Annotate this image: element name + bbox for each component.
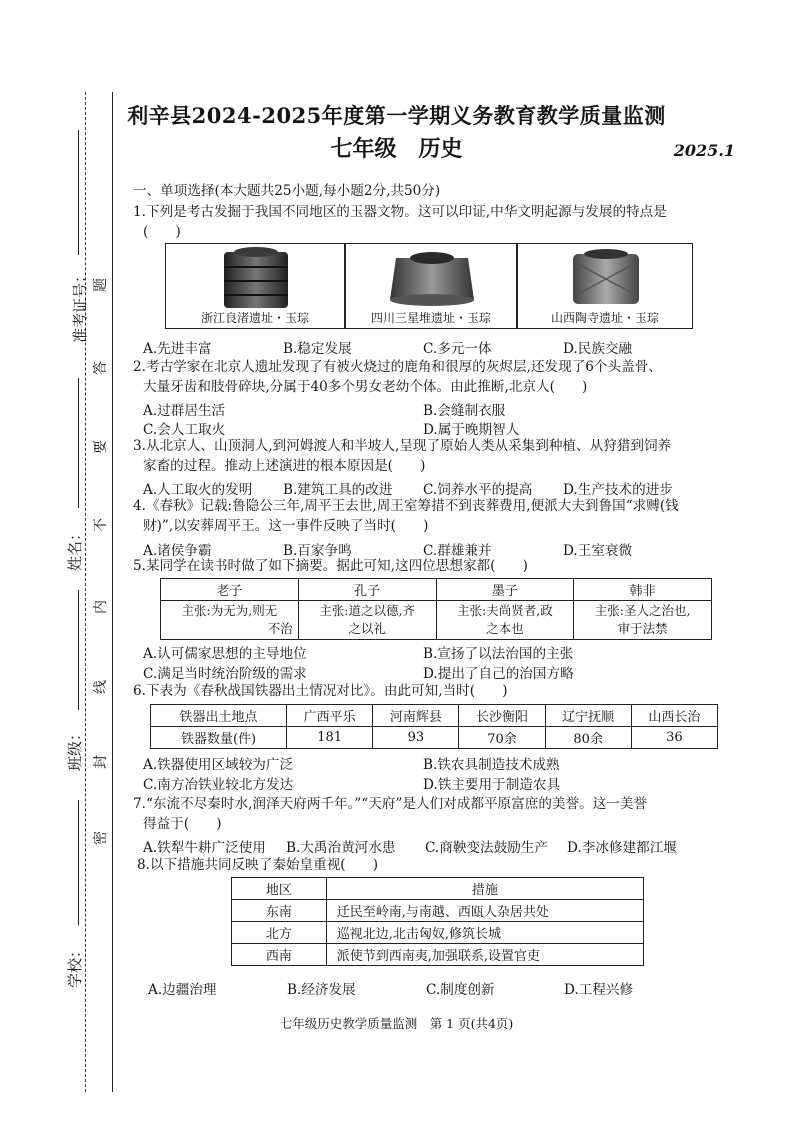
seal-char-2: 答 [93, 361, 109, 375]
q8-option-d[interactable]: D.工程兴修 [564, 982, 634, 998]
name-label: 姓名： [66, 525, 85, 572]
q6-value-cell: 80余 [545, 727, 631, 749]
q2-option-d[interactable]: D.属于晚期智人 [423, 422, 520, 438]
q6-value-cell: 70余 [459, 727, 545, 749]
section-heading: 一、单项选择(本大题共25小题,每小题2分,共50分) [133, 183, 441, 199]
q6-header-cell: 长沙衡阳 [459, 705, 545, 727]
q4-stem-line1: 4.《春秋》记载:鲁隐公三年,周平王去世,周王室筹措不到丧葬费用,便派大夫到鲁国“求赙(钱 [133, 498, 679, 514]
seal-char-8: 密 [93, 831, 109, 845]
q6-value-cell: 铁器数量(件) [151, 727, 287, 749]
q5-option-a[interactable]: A.认可儒家思想的主导地位 [143, 646, 307, 662]
q8-measure-cell: 迁民至岭南,与南越、西瓯人杂居共处 [326, 900, 643, 922]
seal-char-6: 线 [93, 680, 109, 694]
q5-thinker-name: 墨子 [436, 579, 574, 601]
q1-image-1 [165, 243, 345, 329]
q5-stem: 5.某同学在读书时做了如下摘要。据此可知,这四位思想家都( ) [133, 558, 528, 574]
jade-cong-icon [346, 244, 518, 310]
seal-char-1: 题 [93, 278, 109, 292]
q5-idea-line1: 主张:道之以德,齐 [319, 603, 415, 618]
q5-idea-line1: 主张:圣人之治也, [594, 603, 691, 618]
q6-header-cell: 铁器出土地点 [151, 705, 287, 727]
q6-value-cell: 181 [287, 727, 373, 749]
school-underline[interactable] [78, 800, 79, 925]
name-underline[interactable] [78, 378, 79, 508]
q5-idea-line2: 之本也 [486, 621, 524, 636]
q1-option-d[interactable]: D.民族交融 [563, 341, 633, 357]
q1-option-c[interactable]: C.多元一体 [423, 341, 492, 357]
q5-thinker-idea [574, 601, 712, 640]
q5-option-c[interactable]: C.满足当时统治阶级的需求 [143, 666, 307, 682]
binding-line-outer [85, 92, 86, 1092]
q5-idea-line2: 审于法禁 [617, 621, 668, 636]
page-footer: 七年级历史教学质量监测 第 1 页(共4页) [279, 1016, 514, 1031]
q3-option-c[interactable]: C.饲养水平的提高 [423, 482, 533, 498]
seal-char-4: 不 [93, 518, 109, 532]
q6-header-cell: 山西长治 [631, 705, 717, 727]
q6-option-d[interactable]: D.铁主要用于制造农具 [423, 777, 561, 793]
q6-header-cell: 辽宁抚顺 [545, 705, 631, 727]
class-label: 班级： [66, 725, 85, 772]
seal-char-5: 内 [93, 600, 109, 614]
seal-char-3: 要 [93, 440, 109, 454]
q2-option-a[interactable]: A.过群居生活 [143, 403, 226, 419]
q6-option-b[interactable]: B.铁农具制造技术成熟 [423, 757, 560, 773]
q5-idea-line1: 主张:夫尚贤者,政 [457, 603, 553, 618]
q1-answer-blank: ( ) [143, 224, 181, 240]
q8-option-a[interactable]: A.边疆治理 [148, 982, 217, 998]
q1-stem: 1.下列是考古发掘于我国不同地区的玉器文物。这可以印证,中华文明起源与发展的特点是 [133, 204, 667, 220]
school-label: 学校： [66, 942, 85, 989]
q5-thinker-name: 韩非 [574, 579, 712, 601]
q3-option-b[interactable]: B.建筑工具的改进 [283, 482, 393, 498]
q8-region-cell: 西南 [232, 944, 327, 966]
q5-option-d[interactable]: D.提出了自己的治国方略 [423, 666, 574, 682]
q5-thinker-idea [436, 601, 574, 640]
q5-thinker-idea [298, 601, 436, 640]
q4-option-d[interactable]: D.王室衰微 [563, 543, 633, 559]
exam-title: 利辛县2024-2025年度第一学期义务教育教学质量监测 [127, 103, 666, 128]
q7-option-c[interactable]: C.商鞅变法鼓励生产 [425, 840, 548, 856]
q1-option-b[interactable]: B.稳定发展 [283, 341, 352, 357]
q6-value-cell: 93 [373, 727, 459, 749]
q8-region-cell: 东南 [232, 900, 327, 922]
q7-option-a[interactable]: A.铁犁牛耕广泛使用 [143, 840, 266, 856]
q6-stem: 6.下表为《春秋战国铁器出土情况对比》。由此可知,当时( ) [133, 683, 508, 699]
q6-option-a[interactable]: A.铁器使用区域较为广泛 [143, 757, 294, 773]
q8-option-c[interactable]: C.制度创新 [426, 982, 495, 998]
seal-char-7: 封 [93, 755, 109, 769]
q8-header-measure: 措施 [326, 878, 643, 900]
q1-caption-2: 四川三星堆遗址・玉琮 [370, 311, 491, 325]
q8-header-region: 地区 [232, 878, 327, 900]
exam-id-label: 准考证号： [71, 267, 90, 344]
q2-stem-line1: 2.考古学家在北京人遗址发现了有被火烧过的鹿角和很厚的灰烬层,还发现了6个头盖骨、 [133, 359, 662, 375]
jade-cong-icon [166, 244, 346, 310]
q4-stem-line2: 财)”,以安葬周平王。这一事件反映了当时( ) [143, 518, 429, 534]
q7-stem-line2: 得益于( ) [143, 816, 222, 832]
class-underline[interactable] [78, 590, 79, 710]
q1-caption-3: 山西陶寺遗址・玉琮 [550, 311, 659, 325]
q7-option-b[interactable]: B.大禹治黄河水患 [286, 840, 396, 856]
q8-measure-cell: 巡视北边,北击匈奴,修筑长城 [326, 922, 643, 944]
exam-subtitle: 七年级 历史 [330, 136, 463, 162]
q5-thinker-idea [161, 601, 299, 640]
q1-image-3 [517, 243, 693, 329]
q8-stem: 8.以下措施共同反映了秦始皇重视( ) [137, 857, 379, 873]
q3-stem-line2: 家畜的过程。推动上述演进的根本原因是( ) [143, 458, 426, 474]
q5-idea-line1: 主张:为无为,则无 [181, 603, 278, 618]
q4-option-b[interactable]: B.百家争鸣 [283, 543, 352, 559]
q1-image-2 [345, 243, 517, 329]
q2-option-b[interactable]: B.会缝制衣服 [423, 403, 506, 419]
q3-option-a[interactable]: A.人工取火的发明 [143, 482, 253, 498]
q5-thinkers-table [160, 578, 712, 640]
q5-idea-line2: 之以礼 [348, 621, 386, 636]
q8-region-cell: 北方 [232, 922, 327, 944]
binding-line-inner [112, 92, 113, 1092]
q6-value-cell: 36 [631, 727, 717, 749]
q8-measures-table [231, 877, 644, 966]
q7-option-d[interactable]: D.李冰修建都江堰 [567, 840, 677, 856]
jade-cong-icon [518, 244, 694, 310]
q6-header-cell: 广西平乐 [287, 705, 373, 727]
q6-iron-table [150, 704, 718, 749]
q5-thinker-name: 孔子 [298, 579, 436, 601]
q3-option-d[interactable]: D.生产技术的进步 [563, 482, 673, 498]
q5-idea-line2: 不治 [267, 621, 293, 636]
q5-option-b[interactable]: B.宣扬了以法治国的主张 [423, 646, 574, 662]
q1-caption-1: 浙江良渚遗址・玉琮 [200, 311, 309, 325]
q6-option-c[interactable]: C.南方冶铁业较北方发达 [143, 777, 294, 793]
q8-measure-cell: 派使节到西南夷,加强联系,设置官吏 [326, 944, 643, 966]
q6-header-cell: 河南辉县 [373, 705, 459, 727]
q7-stem-line1: 7.“东流不尽秦时水,润泽天府两千年。”“天府”是人们对成都平原富庶的美誉。这一美誉 [133, 796, 648, 812]
exam-date: 2025.1 [673, 141, 735, 160]
q5-thinker-name: 老子 [161, 579, 299, 601]
q4-option-c[interactable]: C.群雄兼并 [423, 543, 492, 559]
q1-option-a[interactable]: A.先进丰富 [143, 341, 212, 357]
q2-option-c[interactable]: C.会人工取火 [143, 422, 226, 438]
q8-option-b[interactable]: B.经济发展 [287, 982, 356, 998]
q3-stem-line1: 3.从北京人、山顶洞人,到河姆渡人和半坡人,呈现了原始人类从采集到种植、从狩猎到饲养 [133, 438, 672, 454]
q2-stem-line2: 大量牙齿和肢骨碎块,分属于40多个男女老幼个体。由此推断,北京人( ) [143, 379, 588, 395]
q4-option-a[interactable]: A.诸侯争霸 [143, 543, 212, 559]
